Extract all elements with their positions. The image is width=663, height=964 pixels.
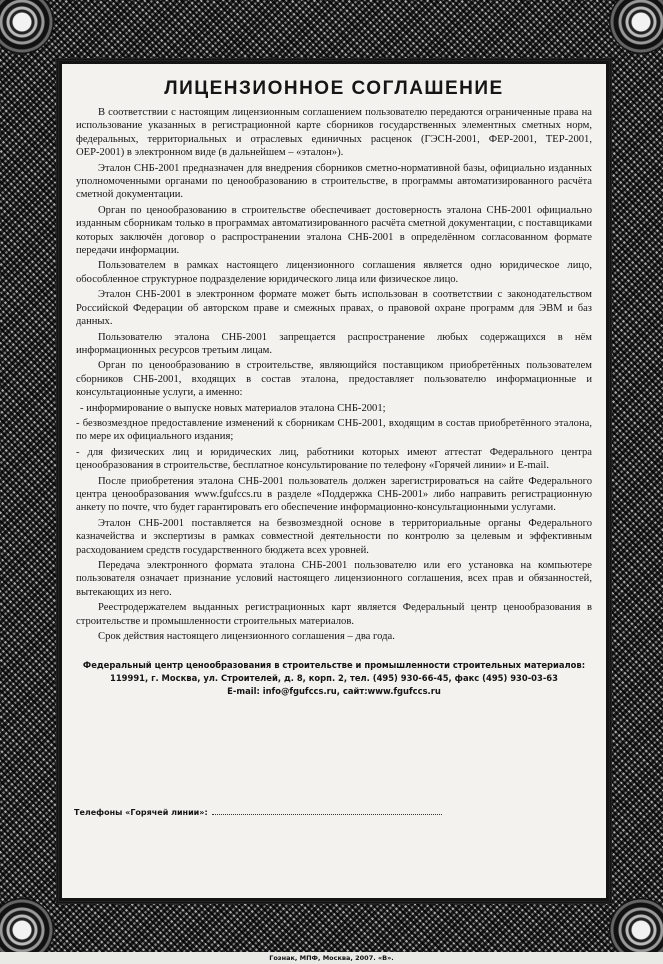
paragraph-acceptance: Передача электронного формата эталона СНБ-2001 пользователю или его установка на компьютере пользователя означает признание условий настоящего лицензионного соглашения, всех прав и обязанностей, вытекающих из него. [76, 560, 592, 598]
list-item-hotline: - для физических лиц и юридических лиц, работники которых имеют аттестат Федерального центра ценообразования в строительстве, бесплатное консультирование по телефону «Горячей линии» и E-mail. [76, 446, 592, 472]
corner-rosette-top-right [609, 0, 663, 54]
paragraph-distribution-ban: Пользователю эталона СНБ-2001 запрещается распространение любых содержащихся в нём информационных ресурсов третьим лицам. [76, 331, 592, 356]
list-item-updates-info: - информирование о выпуске новых материалов эталона СНБ-2001; [80, 402, 386, 414]
footer-contacts: E-mail: info@fgufccs.ru, сайт:www.fgufccs.ru [227, 686, 441, 697]
hotline-label: Телефоны «Горячей линии»: [74, 808, 208, 817]
paragraph-services: Орган по ценообразованию в строительстве, являющийся поставщиком приобретённых пользователем сборников СНБ-2001, входящих в состав эталона, предоставляет пользователю информационные и консультационные услуги, а именно: [76, 360, 592, 399]
paragraph-accuracy: Орган по ценообразованию в строительстве обеспечивает достоверность эталона СНБ-2001 официально изданным сборникам только в программах автоматизированного расчёта сметной документации, с поставщиками которых заключён договор о распространении эталона СНБ-2001 в определённом согласованном формате передачи информации. [76, 204, 592, 257]
hotline-field [74, 806, 442, 817]
footer-organization: Федеральный центр ценообразования в строительстве и промышленности строительных материалов: [82, 660, 586, 671]
paragraph-registry-holder: Реестродержателем выданных регистрационных карт является Федеральный центр ценообразования в строительстве и промышленности строительных материалов. [76, 602, 592, 627]
paragraph-treasury: Эталон СНБ-2001 поставляется на безвозмездной основе в территориальные органы Федерального казначейства и экспертизы в рамках совместной деятельности по контролю за целевым и эффективным расходованием средств государственного бюджета всех уровней. [76, 517, 592, 556]
paragraph-user-definition: Пользователем в рамках настоящего лицензионного соглашения является одно юридическое лицо, обособленное структурное подразделение юридического лица или физическое лицо. [76, 260, 592, 285]
document-title: ЛИЦЕНЗИОННОЕ СОГЛАШЕНИЕ [164, 78, 504, 99]
paragraph-rights: В соответствии с настоящим лицензионным соглашением пользователю передаются ограниченные права на использование указанных в регистрационной карте сборников государственных элементных сметных норм, федеральных, территориальных и отраслевых единичных расценок (ГЭСН-2001, ФЕР-2001, ТЕР-2001, ОЕР-2001) в электронном виде (в дальнейшем – «эталон»). [76, 107, 592, 159]
paragraph-registration: После приобретения эталона СНБ-2001 пользователь должен зарегистрироваться на сайте Федерального центра ценообразования www.fgufccs.ru в разделе «Поддержка СНБ-2001» либо направить регистрационную анкету по почте, что будет гарантировать его обеспечение информационно-консультационными услугами. [76, 475, 592, 514]
document-page [62, 64, 606, 898]
publisher-footer [76, 659, 592, 698]
list-item-free-changes: - безвозмездное предоставление изменений к сборникам СНБ-2001, входящим в состав приобретённого эталона, по мере их официального издания; [76, 417, 592, 443]
paragraph-purpose: Эталон СНБ-2001 предназначен для внедрения сборников сметно-нормативной базы, официально изданных уполномоченными органами по ценообразованию в строительстве, в программы автоматизированного расчёта сметной документации. [76, 162, 592, 201]
printer-imprint: Гознак, МПФ, Москва, 2007. «В». [0, 952, 663, 964]
footer-address: 119991, г. Москва, ул. Строителей, д. 8, корп. 2, тел. (495) 930-66-45, факс (495) 930-03-63 [110, 673, 558, 684]
paragraph-legal-use: Эталон СНБ-2001 в электронном формате может быть использован в соответствии с законодательством Российской Федерации об авторском праве и смежных правах, о правовой охране программ для ЭВМ и баз данных. [76, 289, 592, 328]
hotline-blank-line [212, 806, 442, 815]
corner-rosette-top-left [0, 0, 54, 54]
paragraph-term: Срок действия настоящего лицензионного соглашения – два года. [98, 631, 395, 643]
